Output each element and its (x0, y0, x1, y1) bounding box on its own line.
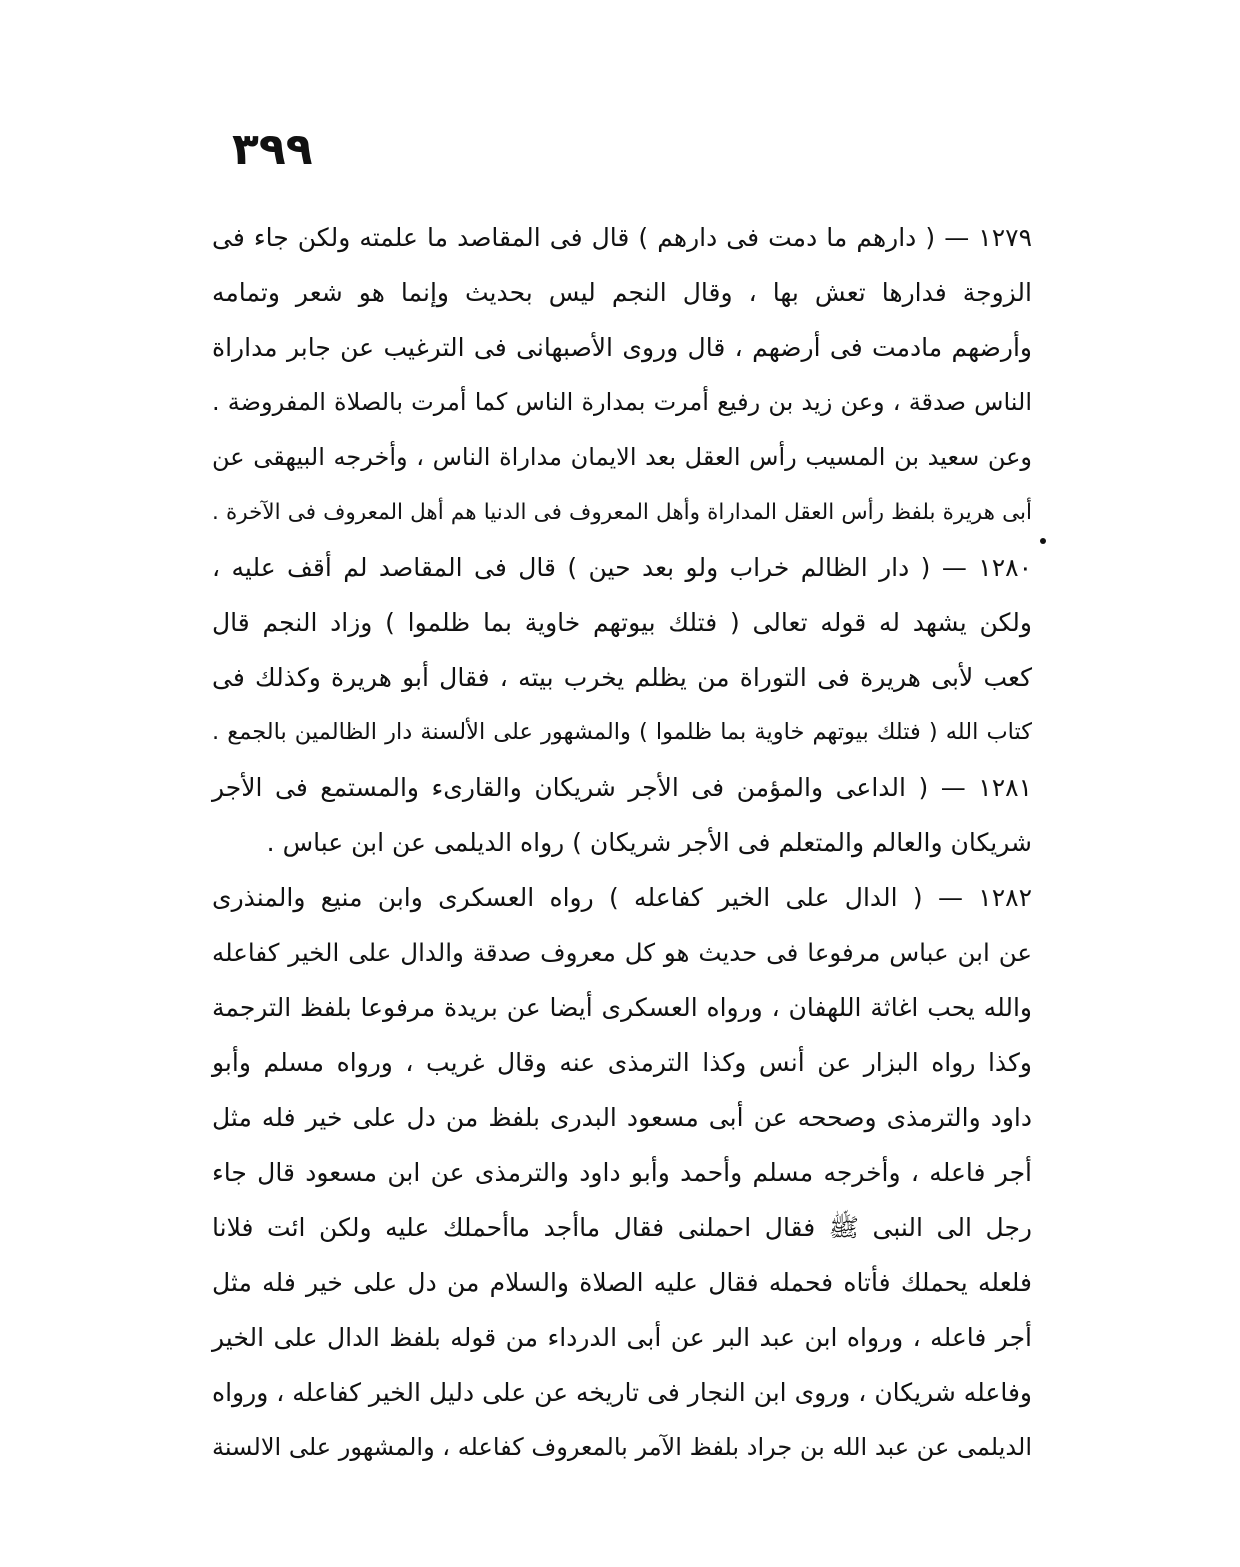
text-line: والله يحب اغاثة اللهفان ، ورواه العسكرى أيضا عن بريدة مرفوعا بلفظ الترجمة (212, 993, 1032, 1022)
text-line: أجر فاعله ، ورواه ابن عبد البر عن أبى الدرداء من قوله بلفظ الدال على الخير (212, 1323, 1032, 1352)
text-line: كتاب الله ( فتلك بيوتهم خاوية بما ظلموا ) والمشهور على الألسنة دار الظالمين بالجمع . (212, 719, 1032, 745)
text-line: عن ابن عباس مرفوعا فى حديث هو كل معروف صدقة والدال على الخير كفاعله (212, 938, 1032, 967)
text-line: وأرضهم مادمت فى أرضهم ، قال وروى الأصبهانى فى الترغيب عن جابر مداراة (212, 333, 1032, 362)
text-line: فلعله يحملك فأتاه فحمله فقال عليه الصلاة والسلام من دل على خير فله مثل (212, 1268, 1032, 1297)
text-line: ١٢٨٠ — ( دار الظالم خراب ولو بعد حين ) قال فى المقاصد لم أقف عليه ، (212, 553, 1032, 582)
text-line: كعب لأبى هريرة فى التوراة من يظلم يخرب بيته ، فقال أبو هريرة وكذلك فى (212, 663, 1032, 692)
text-line: أجر فاعله ، وأخرجه مسلم وأحمد وأبو داود والترمذى عن ابن مسعود قال جاء (212, 1158, 1032, 1187)
text-line: الناس صدقة ، وعن زيد بن رفيع أمرت بمدارة الناس كما أمرت بالصلاة المفروضة . (212, 388, 1032, 416)
text-line: الزوجة فدارها تعش بها ، وقال النجم ليس بحديث وإنما هو شعر وتمامه (212, 278, 1032, 307)
text-line: ولكن يشهد له قوله تعالى ( فتلك بيوتهم خاوية بما ظلموا ) وزاد النجم قال (212, 608, 1032, 637)
margin-mark (1040, 538, 1046, 544)
text-line: أبى هريرة بلفظ رأس العقل المداراة وأهل المعروف فى الدنيا هم أهل المعروف فى الآخرة . (212, 500, 1032, 525)
text-line: داود والترمذى وصححه عن أبى مسعود البدرى بلفظ من دل على خير فله مثل (212, 1103, 1032, 1132)
body-text (212, 210, 1032, 1475)
text-line: رجل الى النبى ﷺ فقال احملنى فقال ماأجد ماأحملك عليه ولكن ائت فلانا (212, 1213, 1032, 1242)
text-line: ١٢٨١ — ( الداعى والمؤمن فى الأجر شريكان والقارىء والمستمع فى الأجر (212, 773, 1032, 802)
text-line: الديلمى عن عبد الله بن جراد بلفظ الآمر بالمعروف كفاعله ، والمشهور على الالسنة (212, 1433, 1032, 1461)
text-line: وكذا رواه البزار عن أنس وكذا الترمذى عنه وقال غريب ، ورواه مسلم وأبو (212, 1048, 1032, 1077)
text-line: ١٢٨٢ — ( الدال على الخير كفاعله ) رواه العسكرى وابن منيع والمنذرى (212, 883, 1032, 912)
text-line: وعن سعيد بن المسيب رأس العقل بعد الايمان مداراة الناس ، وأخرجه البيهقى عن (212, 443, 1032, 471)
text-line: ١٢٧٩ — ( دارهم ما دمت فى دارهم ) قال فى المقاصد ما علمته ولكن جاء فى (212, 223, 1032, 252)
page-number: ٣٩٩ (232, 124, 313, 175)
text-line: وفاعله شريكان ، وروى ابن النجار فى تاريخه عن على دليل الخير كفاعله ، ورواه (212, 1378, 1032, 1407)
text-line: شريكان والعالم والمتعلم فى الأجر شريكان ) رواه الديلمى عن ابن عباس . (266, 828, 1032, 857)
